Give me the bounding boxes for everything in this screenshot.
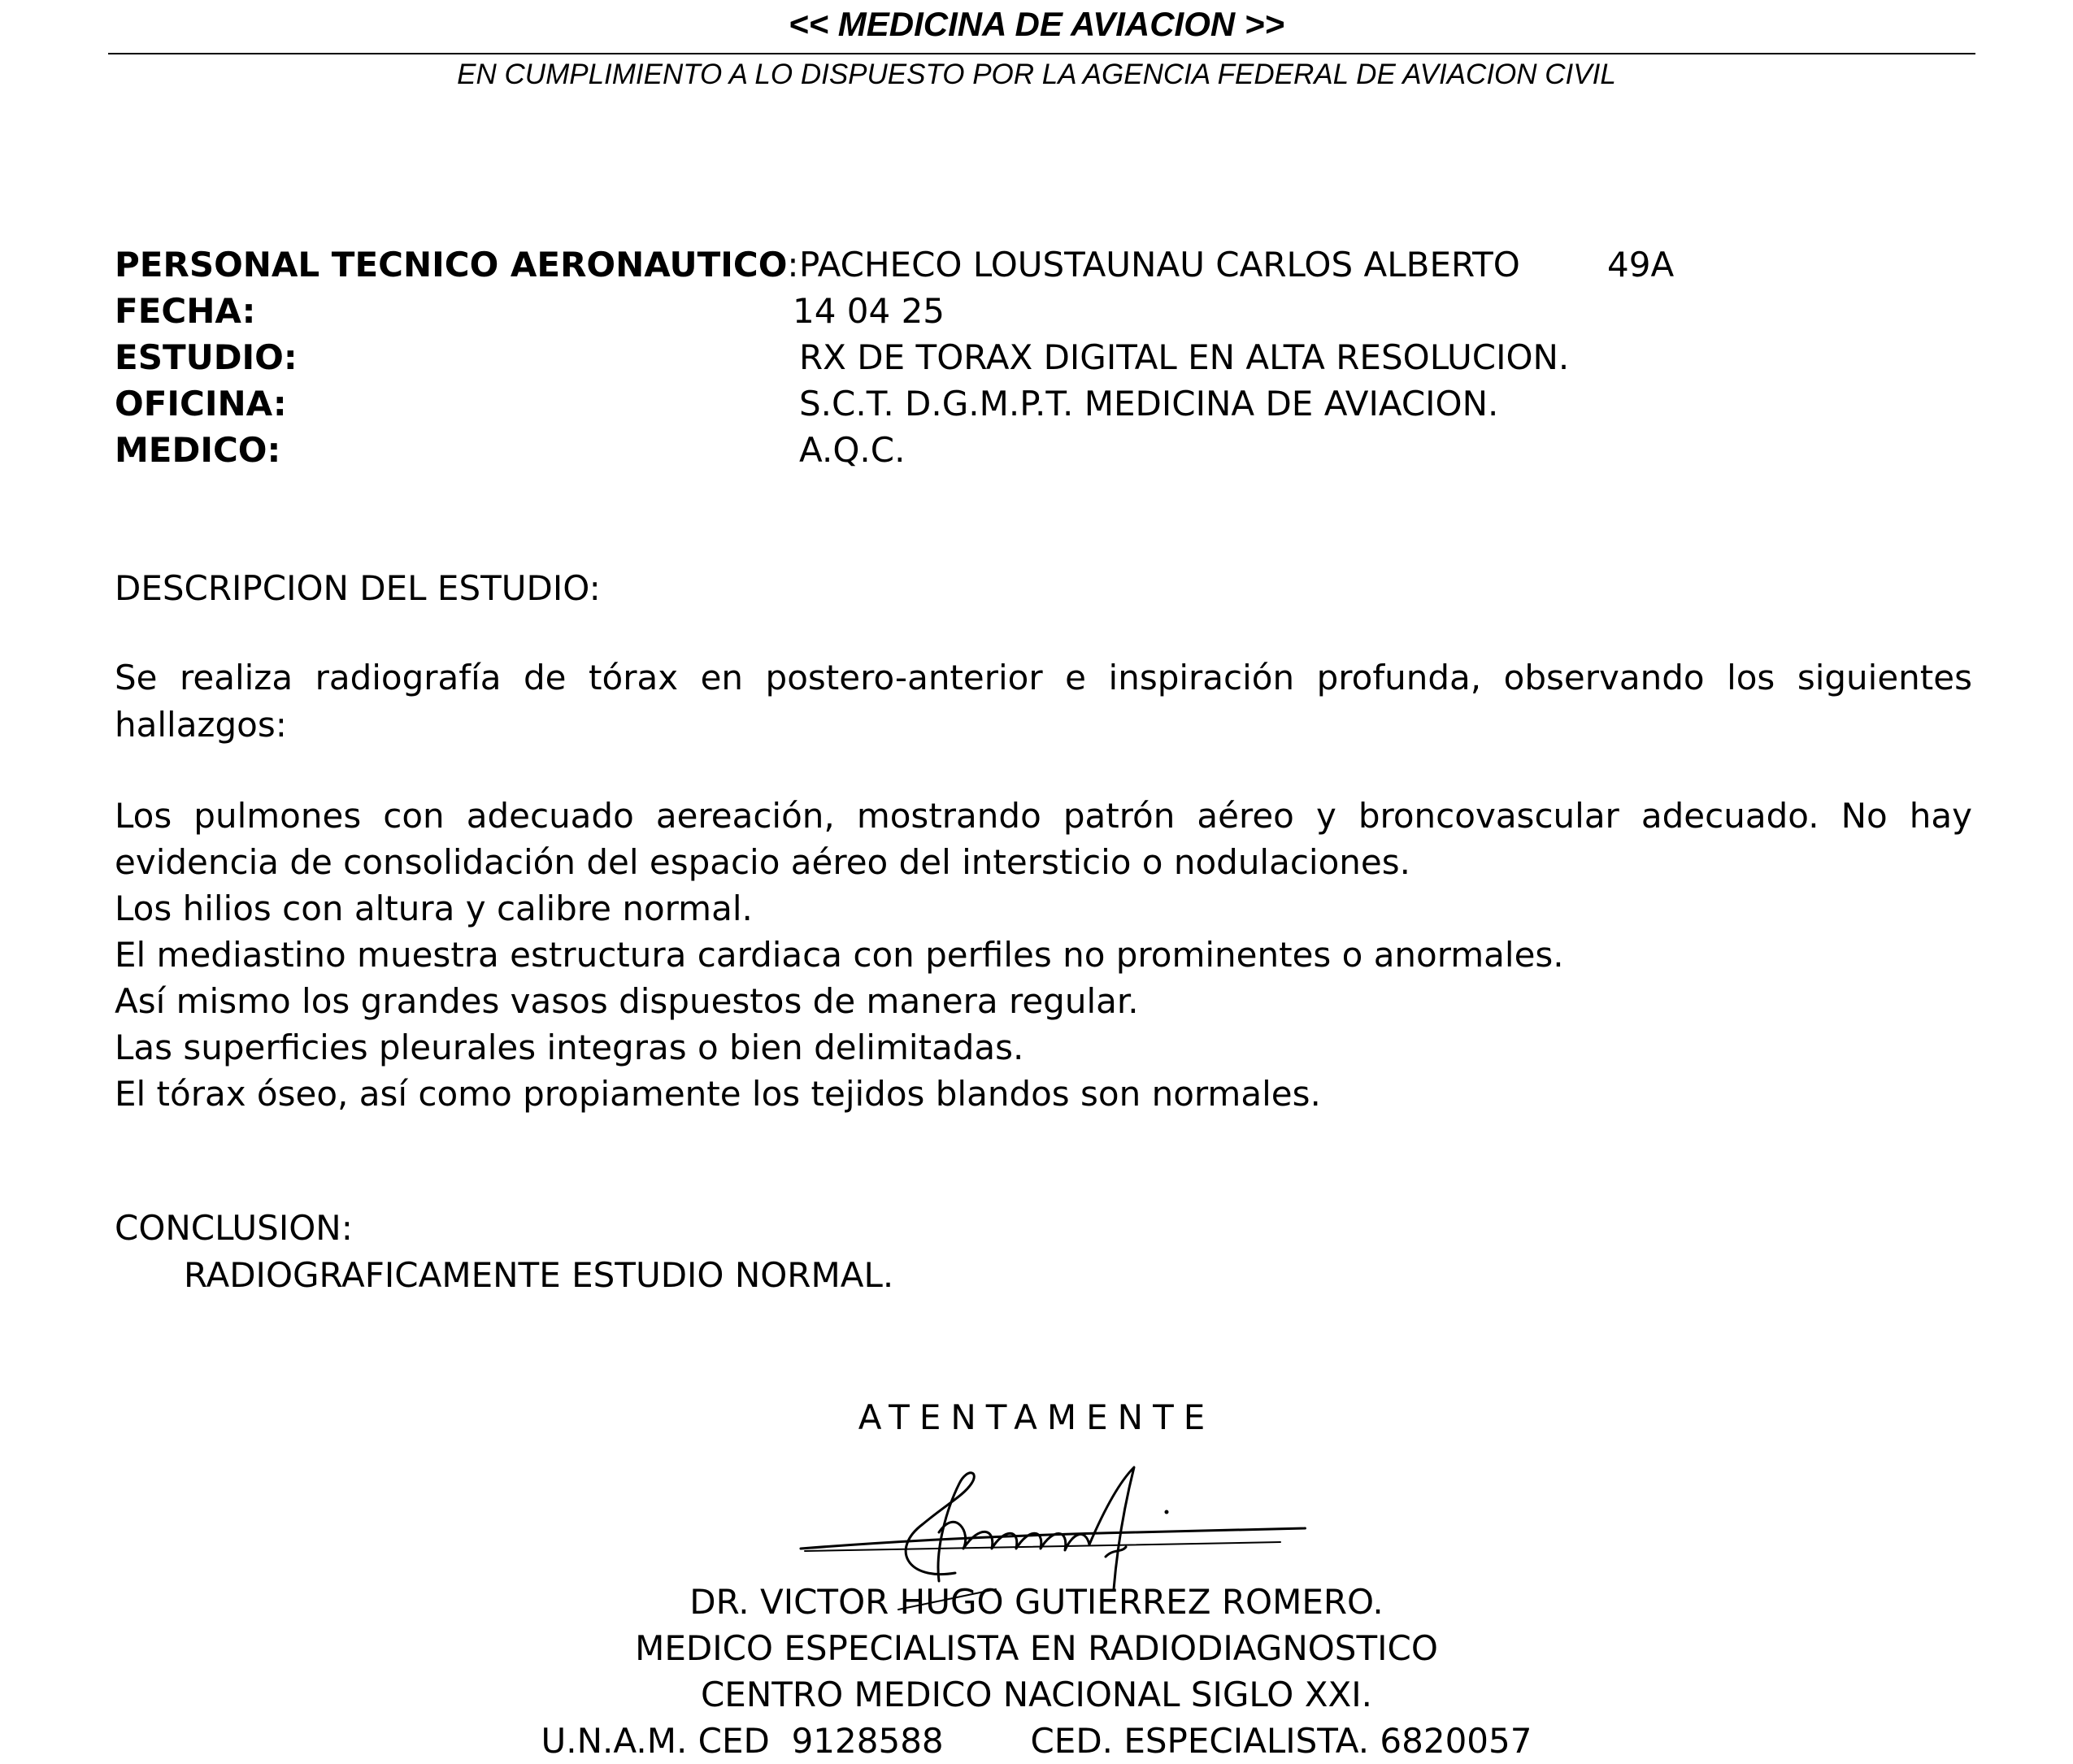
field-estudio-label: ESTUDIO: xyxy=(115,337,298,377)
finding-item: El mediastino muestra estructura cardiaca con perfiles no prominentes o anormales. xyxy=(115,935,1564,975)
finding-item: Las superficies pleurales integras o bien delimitadas. xyxy=(115,1028,1024,1067)
field-personal xyxy=(115,241,1984,289)
field-oficina-value: S.C.T. D.G.M.P.T. MEDICINA DE AVIACION. xyxy=(799,384,1499,424)
field-oficina xyxy=(115,380,1984,428)
field-oficina-label: OFICINA: xyxy=(115,384,287,424)
finding-item: Los pulmones con adecuado aereación, mostrando patrón aéreo y broncovascular adecuado. No hay evidencia de consolidación del espacio aéreo del intersticio o nodulaciones. xyxy=(115,796,1972,882)
finding-item: El tórax óseo, así como propiamente los tejidos blandos son normales. xyxy=(115,1074,1321,1114)
doctor-institution: CENTRO MEDICO NACIONAL SIGLO XXI. xyxy=(700,1675,1373,1714)
field-fecha-label: FECHA: xyxy=(115,291,256,331)
field-medico-label: MEDICO: xyxy=(115,430,281,470)
findings-list xyxy=(115,793,1972,1117)
conclusion-text: RADIOGRAFICAMENTE ESTUDIO NORMAL. xyxy=(184,1255,894,1295)
finding-item: Los hilios con altura y calibre normal. xyxy=(115,889,753,928)
field-medico-value: A.Q.C. xyxy=(799,430,906,470)
doctor-credentials xyxy=(0,1718,2073,1764)
document-title: << MEDICINA DE AVIACION >> xyxy=(789,5,1284,43)
field-estudio xyxy=(115,334,1984,381)
specialist-cedula: CED. ESPECIALISTA. 6820057 xyxy=(1030,1721,1532,1761)
closing-text: ATENTAMENTE xyxy=(858,1397,1215,1437)
field-fecha xyxy=(115,288,1984,335)
doctor-specialty: MEDICO ESPECIALISTA EN RADIODIAGNOSTICO xyxy=(635,1628,1438,1668)
description-heading: DESCRIPCION DEL ESTUDIO: xyxy=(115,568,601,608)
field-personal-code: 49A xyxy=(1607,245,1675,285)
field-fecha-value: 14 04 25 xyxy=(793,291,945,331)
field-estudio-value: RX DE TORAX DIGITAL EN ALTA RESOLUCION. xyxy=(799,337,1570,377)
field-personal-value: PACHECO LOUSTAUNAU CARLOS ALBERTO xyxy=(799,245,1520,285)
field-personal-label: PERSONAL TECNICO AERONAUTICO: xyxy=(115,245,799,285)
document-subtitle: EN CUMPLIMIENTO A LO DISPUESTO POR LA AGENCIA FEDERAL DE AVIACION CIVIL xyxy=(457,59,1616,90)
conclusion-heading: CONCLUSION: xyxy=(115,1208,353,1248)
doctor-name: DR. VICTOR HUGO GUTIERREZ ROMERO. xyxy=(689,1582,1384,1622)
description-intro: Se realiza radiografía de tórax en postero-anterior e inspiración profunda, observando los siguientes hallazgos: xyxy=(115,658,1972,745)
unam-cedula: U.N.A.M. CED 9128588 xyxy=(541,1721,944,1761)
finding-item: Así mismo los grandes vasos dispuestos de manera regular. xyxy=(115,981,1139,1021)
header-divider xyxy=(108,53,1975,54)
doctor-signature-block xyxy=(0,1579,2073,1764)
field-medico xyxy=(115,427,1984,474)
